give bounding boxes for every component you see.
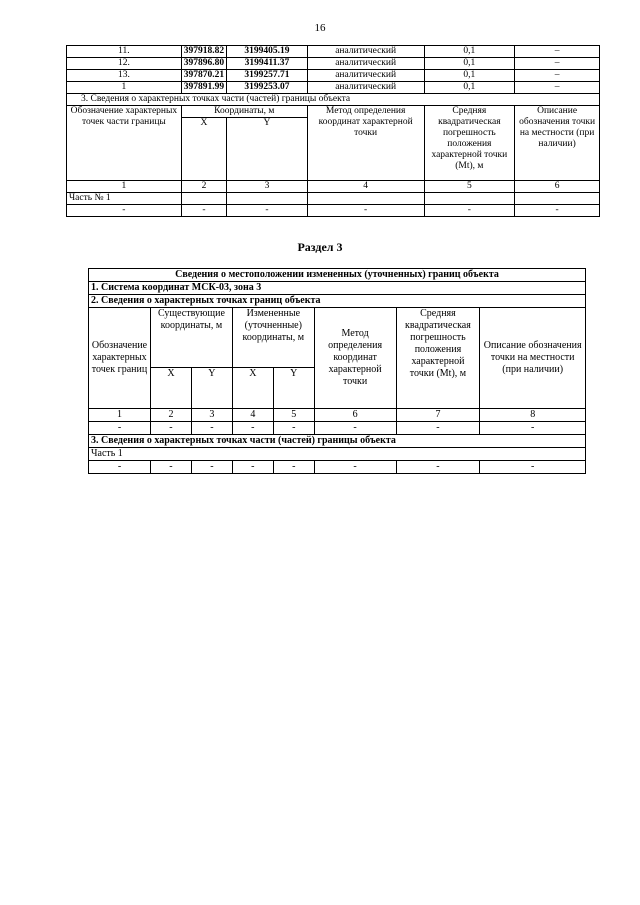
method-cell: аналитический [307,70,424,82]
empty-cell: - [191,461,232,474]
changed-boundaries-table [88,268,586,474]
col-number: 2 [150,409,191,422]
col-number: 6 [515,181,600,193]
table-title: Сведения о местоположении измененных (уточненных) границ объекта [89,269,586,282]
header-mt: Средняя квадратическая погрешность положения характерной точки (Mt), м [396,308,480,409]
table-row [67,82,600,94]
empty-cell: - [67,205,182,217]
points-section-row: 2. Сведения о характерных точках границ объекта [89,295,586,308]
point-number: 13. [67,70,182,82]
header-x: X [181,118,226,181]
col-number: 3 [227,181,308,193]
desc-cell: – [515,58,600,70]
method-cell: аналитический [307,58,424,70]
points-table-continued [66,45,600,217]
coord-y: 3199253.07 [227,82,308,94]
empty-cell: - [181,205,226,217]
table-row [67,58,600,70]
empty-cell: - [232,422,273,435]
part-label: Часть № 1 [67,193,182,205]
coord-system-row: 1. Система координат МСК-03, зона 3 [89,282,586,295]
header-method: Метод определения координат характерной точки [307,106,424,181]
header-y: Y [227,118,308,181]
col-number: 4 [232,409,273,422]
empty-cell: - [314,422,396,435]
header-y: Y [191,368,232,409]
mt-cell: 0,1 [424,82,515,94]
col-number: 2 [181,181,226,193]
empty-cell: - [150,461,191,474]
point-number: 1 [67,82,182,94]
header-x: X [150,368,191,409]
empty-cell: - [515,205,600,217]
empty-cell: - [314,461,396,474]
header-mt: Средняя квадратическая погрешность положения характерной точки (Mt), м [424,106,515,181]
method-cell: аналитический [307,82,424,94]
col-number: 5 [273,409,314,422]
mt-cell: 0,1 [424,46,515,58]
col-number: 3 [191,409,232,422]
header-designation: Обозначение характерных точек границ [89,308,151,409]
empty-cell: - [273,461,314,474]
desc-cell: – [515,70,600,82]
header-y: Y [273,368,314,409]
header-designation: Обозначение характерных точек части границы [67,106,182,181]
col-number: 8 [480,409,586,422]
section-note: 3. Сведения о характерных точках части (частей) границы объекта [67,94,600,106]
coord-y: 3199257.71 [227,70,308,82]
header-existing: Существующие координаты, м [150,308,232,368]
desc-cell: – [515,82,600,94]
empty-cell: - [396,422,480,435]
empty-cell: - [480,422,586,435]
coord-y: 3199405.19 [227,46,308,58]
parts-section-row: 3. Сведения о характерных точках части (частей) границы объекта [89,435,586,448]
col-number: 4 [307,181,424,193]
empty-cell: - [89,422,151,435]
empty-cell: - [273,422,314,435]
empty-cell: - [89,461,151,474]
empty-cell: - [191,422,232,435]
header-method: Метод определения координат характерной точки [314,308,396,409]
header-desc: Описание обозначения точки на местности (при наличии) [480,308,586,409]
header-x: X [232,368,273,409]
empty-cell: - [232,461,273,474]
empty-cell: - [227,205,308,217]
coord-x: 397918.82 [181,46,226,58]
col-number: 5 [424,181,515,193]
table-row [67,46,600,58]
point-number: 12. [67,58,182,70]
page-number: 16 [314,22,326,34]
empty-cell: - [150,422,191,435]
empty-cell: - [396,461,480,474]
desc-cell: – [515,46,600,58]
mt-cell: 0,1 [424,70,515,82]
part-label: Часть 1 [89,448,586,461]
header-coords: Координаты, м [181,106,307,118]
col-number: 1 [89,409,151,422]
header-desc: Описание обозначения точки на местности (при наличии) [515,106,600,181]
coord-x: 397870.21 [181,70,226,82]
empty-cell: - [307,205,424,217]
empty-cell: - [480,461,586,474]
method-cell: аналитический [307,46,424,58]
table-row [67,70,600,82]
mt-cell: 0,1 [424,58,515,70]
col-number: 6 [314,409,396,422]
section-title: Раздел 3 [297,240,343,254]
coord-x: 397891.99 [181,82,226,94]
point-number: 11. [67,46,182,58]
empty-cell: - [424,205,515,217]
header-changed: Измененные (уточненные) координаты, м [232,308,314,368]
coord-x: 397896.80 [181,58,226,70]
col-number: 7 [396,409,480,422]
coord-y: 3199411.37 [227,58,308,70]
col-number: 1 [67,181,182,193]
